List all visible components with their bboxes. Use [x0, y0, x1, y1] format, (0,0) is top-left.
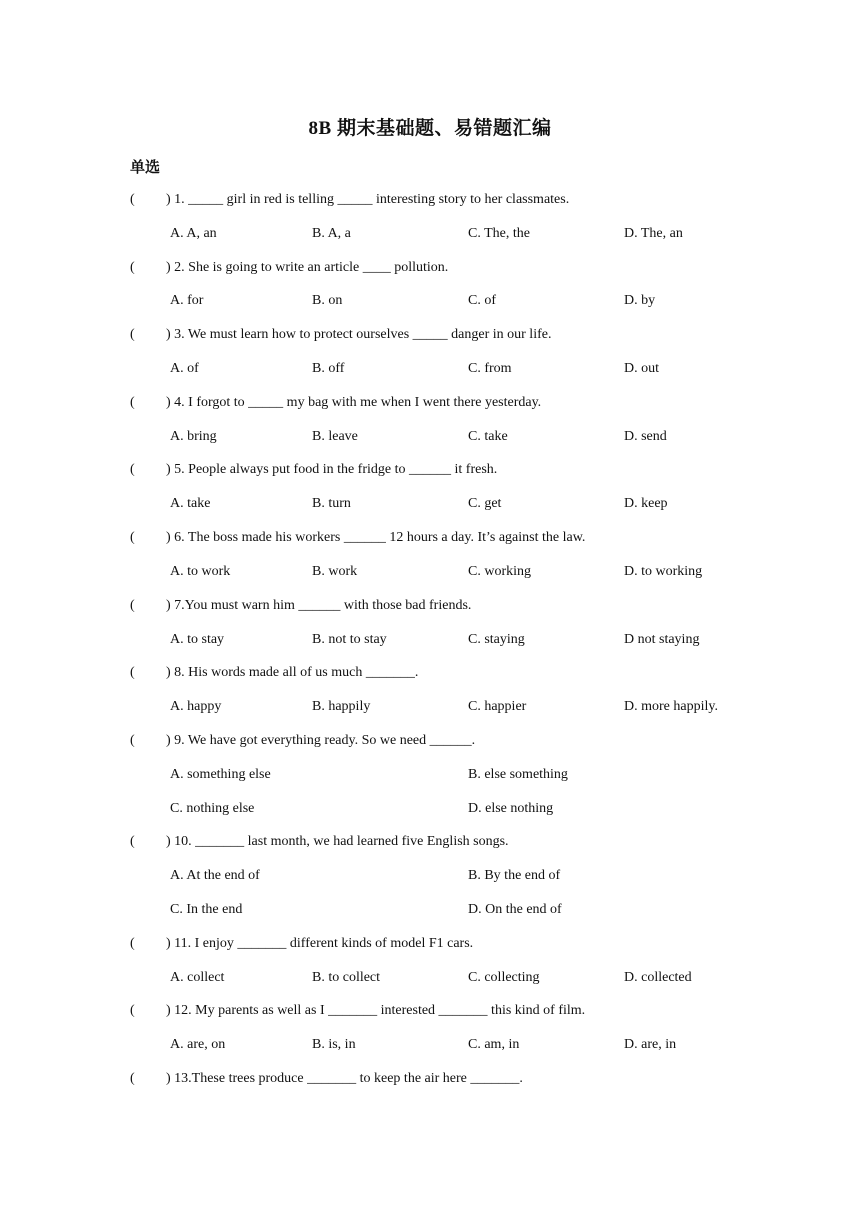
option-a: A. are, on [170, 1037, 226, 1052]
option-a: A. for [170, 293, 204, 308]
option-c: C. take [468, 429, 508, 444]
option-a: A. something else [170, 767, 271, 782]
option-d: D. The, an [624, 226, 683, 241]
option-d: D. are, in [624, 1037, 677, 1052]
option-d: D. out [624, 361, 659, 376]
question-stem: ) 9. We have got everything ready. So we need ______. [166, 733, 476, 748]
option-d: D. more happily. [624, 699, 718, 714]
question-12 [130, 1001, 585, 1021]
option-c: C. In the end [170, 902, 243, 917]
answer-blank: ( [130, 1071, 135, 1086]
question-stem: ) 11. I enjoy _______ different kinds of model F1 cars. [166, 936, 474, 951]
question-3 [130, 325, 551, 345]
question-stem: ) 7.You must warn him ______ with those bad friends. [166, 598, 472, 613]
option-a: A. bring [170, 429, 217, 444]
option-b: B. is, in [312, 1037, 356, 1052]
option-d: D. send [624, 429, 667, 444]
option-a: A. A, an [170, 226, 217, 241]
question-11 [130, 934, 473, 954]
option-b: B. turn [312, 496, 351, 511]
question-2 [130, 258, 448, 278]
question-stem: ) 10. _______ last month, we had learned five English songs. [166, 834, 509, 849]
option-d: D. else nothing [468, 801, 554, 816]
answer-blank: ( [130, 462, 135, 477]
option-c: C. happier [468, 699, 527, 714]
option-c: C. staying [468, 632, 525, 647]
option-d: D. to working [624, 564, 703, 579]
option-b: B. on [312, 293, 343, 308]
option-c: C. of [468, 293, 496, 308]
answer-blank: ( [130, 327, 135, 342]
question-13 [130, 1069, 523, 1089]
option-b: B. By the end of [468, 868, 561, 883]
question-6 [130, 528, 585, 548]
option-a: A. At the end of [170, 868, 260, 883]
section-heading: 单选 [130, 158, 161, 176]
question-1 [130, 190, 569, 210]
option-a: A. to work [170, 564, 231, 579]
option-a: A. collect [170, 970, 225, 985]
answer-blank: ( [130, 598, 135, 613]
answer-blank: ( [130, 834, 135, 849]
question-9 [130, 731, 475, 751]
question-7 [130, 596, 471, 616]
question-4 [130, 393, 541, 413]
option-c: C. working [468, 564, 531, 579]
option-b: B. not to stay [312, 632, 387, 647]
option-c: C. am, in [468, 1037, 520, 1052]
option-c: C. from [468, 361, 512, 376]
option-c: C. get [468, 496, 502, 511]
question-stem: ) 12. My parents as well as I _______ interested _______ this kind of film. [166, 1003, 586, 1018]
option-c: C. collecting [468, 970, 540, 985]
answer-blank: ( [130, 395, 135, 410]
option-a: A. take [170, 496, 211, 511]
question-8 [130, 663, 418, 683]
page-title: 8B 期末基础题、易错题汇编 [308, 118, 552, 139]
option-c: C. nothing else [170, 801, 255, 816]
question-stem: ) 13.These trees produce _______ to keep the air here _______. [166, 1071, 523, 1086]
option-d: D. On the end of [468, 902, 562, 917]
answer-blank: ( [130, 936, 135, 951]
option-b: B. else something [468, 767, 568, 782]
option-c: C. The, the [468, 226, 530, 241]
option-a: A. of [170, 361, 199, 376]
option-b: B. happily [312, 699, 371, 714]
question-stem: ) 2. She is going to write an article ____ pollution. [166, 260, 449, 275]
question-stem: ) 6. The boss made his workers ______ 12 hours a day. It’s against the law. [166, 530, 586, 545]
answer-blank: ( [130, 260, 135, 275]
option-b: B. work [312, 564, 358, 579]
option-a: A. to stay [170, 632, 225, 647]
option-b: B. to collect [312, 970, 381, 985]
option-d: D. by [624, 293, 656, 308]
question-5 [130, 460, 497, 480]
option-a: A. happy [170, 699, 222, 714]
question-stem: ) 4. I forgot to _____ my bag with me when I went there yesterday. [166, 395, 542, 410]
answer-blank: ( [130, 530, 135, 545]
option-d: D. keep [624, 496, 668, 511]
answer-blank: ( [130, 192, 135, 207]
option-d: D not staying [624, 632, 700, 647]
answer-blank: ( [130, 733, 135, 748]
question-stem: ) 5. People always put food in the fridge to ______ it fresh. [166, 462, 498, 477]
option-b: B. A, a [312, 226, 351, 241]
option-b: B. leave [312, 429, 358, 444]
answer-blank: ( [130, 665, 135, 680]
option-b: B. off [312, 361, 345, 376]
question-stem: ) 1. _____ girl in red is telling _____ interesting story to her classmates. [166, 192, 570, 207]
question-stem: ) 3. We must learn how to protect ourselves _____ danger in our life. [166, 327, 552, 342]
option-d: D. collected [624, 970, 692, 985]
question-stem: ) 8. His words made all of us much _______. [166, 665, 419, 680]
answer-blank: ( [130, 1003, 135, 1018]
question-10 [130, 832, 509, 852]
